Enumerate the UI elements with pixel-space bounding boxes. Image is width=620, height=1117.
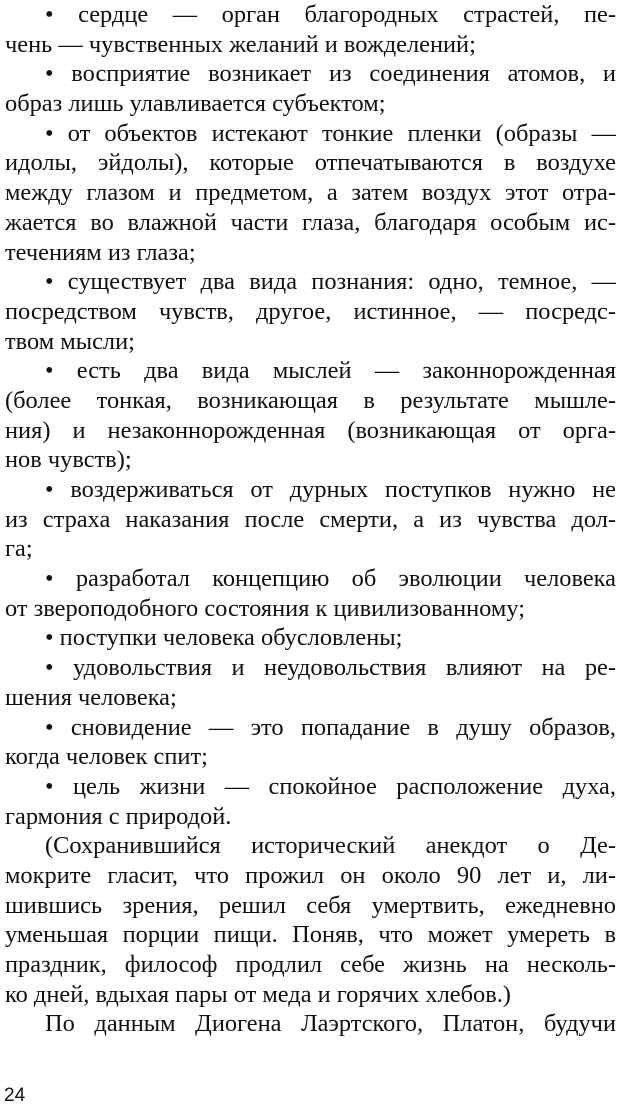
text-line: идолы, эйдолы), которые отпечатываются в воздухе bbox=[5, 149, 616, 177]
text-line: • поступки человека обусловлены; bbox=[45, 624, 403, 652]
text-line: • восприятие возникает из соединения атомов, и bbox=[45, 60, 616, 88]
text-line: когда человек спит; bbox=[5, 743, 208, 771]
text-line: • удовольствия и неудовольствия влияют на ре- bbox=[45, 654, 616, 682]
text-line: • воздерживаться от дурных поступков нужно не bbox=[45, 476, 616, 503]
text-line: от звероподобного состояния к цивилизованному; bbox=[5, 594, 525, 622]
text-line: образ лишь улавливается субъектом; bbox=[5, 90, 386, 118]
text-line: мокрите гласит, что прожил он около 90 лет и, ли- bbox=[5, 861, 616, 889]
text-line: уменьшая порции пищи. Поняв, что может умереть в bbox=[5, 921, 616, 949]
text-line: • сердце — орган благородных страстей, пе- bbox=[45, 1, 616, 28]
text-line: • есть два вида мыслей — законнорожденная bbox=[45, 357, 616, 385]
text-line: По данным Диогена Лаэртского, Платон, будучи bbox=[45, 1010, 616, 1038]
text-line: между глазом и предметом, а затем воздух этот отра- bbox=[5, 179, 616, 207]
text-line: • разработал концепцию об эволюции человека bbox=[45, 565, 616, 593]
text-line: из страха наказания после смерти, а из чувства дол- bbox=[5, 505, 616, 533]
text-line: гармония с природой. bbox=[5, 802, 232, 830]
text-line: шившись зрения, решил себя умертвить, ежедневно bbox=[5, 891, 616, 919]
text-line: ко дней, вдыхая пары от меда и горячих хлебов.) bbox=[5, 980, 511, 1008]
text-line: • сновидение — это попадание в душу образов, bbox=[45, 713, 616, 741]
text-line: (более тонкая, возникающая в результате мышле- bbox=[5, 386, 616, 414]
text-line: посредством чувств, другое, истинное, — посредс- bbox=[5, 297, 616, 325]
page-number: 24 bbox=[4, 1085, 26, 1106]
text-line: течениям из глаза; bbox=[5, 238, 196, 266]
text-line: жается во влажной части глаза, благодаря особым ис- bbox=[5, 208, 616, 236]
page-body-text bbox=[5, 0, 616, 1039]
text-line: шения человека; bbox=[5, 683, 177, 711]
text-line: твом мысли; bbox=[5, 327, 135, 355]
text-line: га; bbox=[5, 535, 33, 563]
text-line: • от объектов истекают тонкие пленки (образы — bbox=[45, 119, 616, 147]
text-line: нов чувств); bbox=[5, 446, 132, 474]
text-line: (Сохранившийся исторический анекдот о Де- bbox=[45, 832, 616, 860]
text-line: • существует два вида познания: одно, темное, — bbox=[45, 268, 616, 296]
text-line: праздник, философ продлил себе жизнь на несколь- bbox=[5, 951, 616, 978]
text-line: • цель жизни — спокойное расположение духа, bbox=[45, 772, 616, 800]
text-line: ния) и незаконнорожденная (возникающая от орга- bbox=[5, 416, 616, 444]
text-line: чень — чувственных желаний и вожделений; bbox=[5, 30, 476, 58]
